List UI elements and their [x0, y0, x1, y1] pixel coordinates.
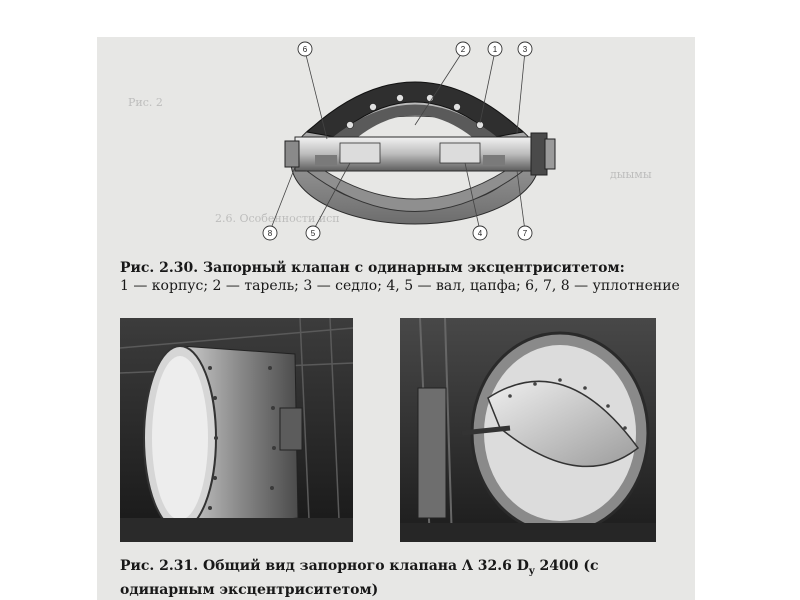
callout-label: 4 — [477, 229, 483, 238]
callout-label: 3 — [522, 45, 528, 54]
callout-label: 6 — [302, 45, 308, 54]
valve-photo-side — [120, 318, 353, 542]
figure-caption-2-31 — [120, 557, 680, 599]
callout-label: 2 — [460, 45, 466, 54]
bleed-through-text: Рис. 2 — [128, 96, 163, 109]
bleed-through-text: дыымы — [610, 168, 652, 181]
caption-title: Рис. 2.30. Запорный клапан с одинарным эксцентриситетом: — [120, 260, 625, 276]
callout-label: 7 — [522, 229, 528, 238]
callout-label: 1 — [492, 45, 498, 54]
caption-title-continued: 2400 (с одинарным эксцентриситетом) — [120, 558, 599, 598]
figure-caption-2-30 — [120, 259, 680, 295]
caption-legend: 1 — корпус; 2 — тарель; 3 — седло; 4, 5 — вал, цапфа; 6, 7, 8 — уплотнение — [120, 278, 680, 294]
valve-cutaway-drawing — [255, 37, 575, 249]
valve-photo-disc — [400, 318, 656, 542]
callout-label: 8 — [267, 229, 273, 238]
bleed-through-text: 2.6. Особенности исп — [215, 212, 340, 225]
callout-label: 5 — [310, 229, 316, 238]
caption-subscript: y — [528, 565, 535, 577]
caption-title: Рис. 2.31. Общий вид запорного клапана Λ 32.6 D — [120, 558, 529, 574]
